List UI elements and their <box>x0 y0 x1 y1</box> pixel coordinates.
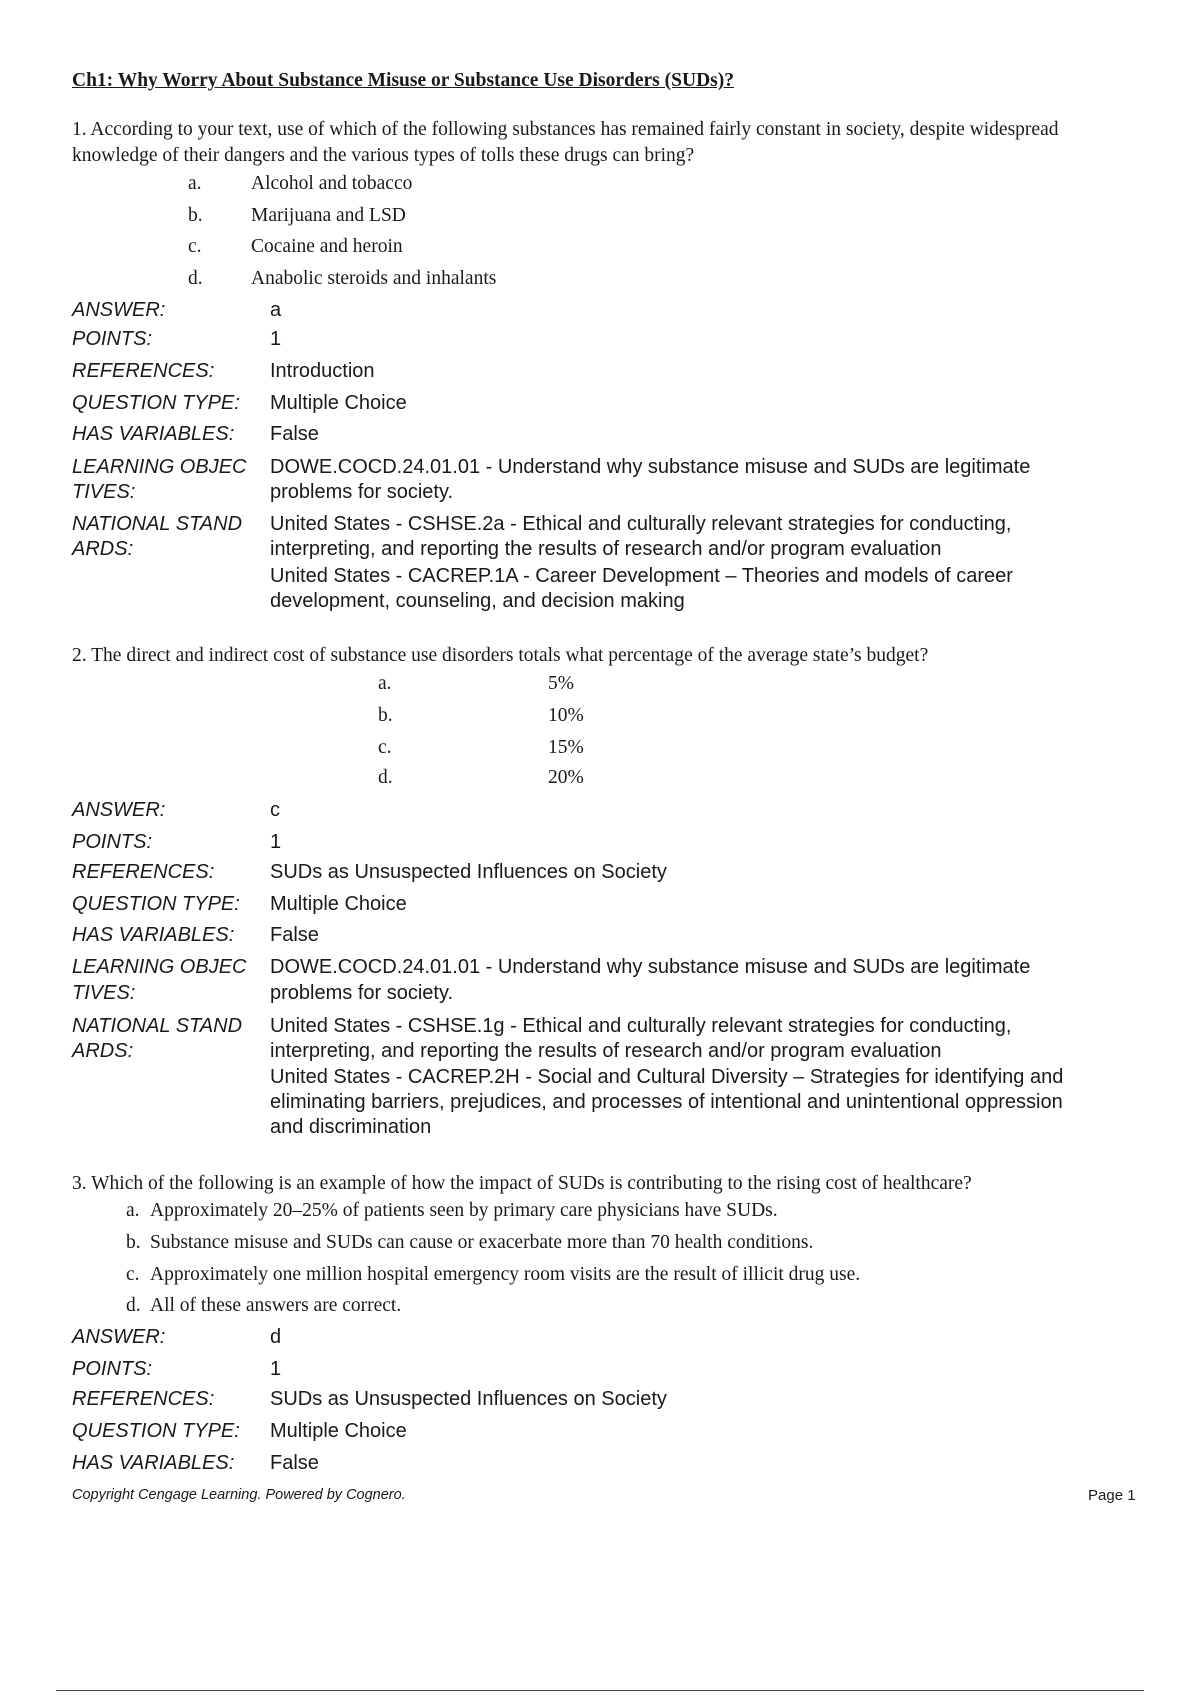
learning-objectives-label: LEARNING OBJEC <box>72 956 247 978</box>
page-number: Page 1 <box>1088 1487 1136 1504</box>
option-letter: a. <box>188 173 202 194</box>
question-type-label: QUESTION TYPE: <box>72 392 240 414</box>
option-text: Cocaine and heroin <box>251 236 403 257</box>
learning-objective-line: DOWE.COCD.24.01.01 - Understand why substance misuse and SUDs are legitimate <box>270 456 1031 478</box>
chapter-title: Ch1: Why Worry About Substance Misuse or Substance Use Disorders (SUDs)? <box>72 70 734 91</box>
answer-label: ANSWER: <box>72 799 166 821</box>
points-label: POINTS: <box>72 328 153 350</box>
learning-objectives-label: TIVES: <box>72 481 136 503</box>
option-text: Substance misuse and SUDs can cause or exacerbate more than 70 health conditions. <box>150 1232 814 1253</box>
has-variables-value: False <box>270 1452 319 1474</box>
option-text: 20% <box>548 767 584 788</box>
question-stem: 1. According to your text, use of which of the following substances has remained fairly constant in society, despite widespread knowledge of their dangers and the various types of tolls these drugs can bring? <box>72 119 1059 166</box>
national-standard-line: and discrimination <box>270 1116 432 1138</box>
has-variables-label: HAS VARIABLES: <box>72 1452 235 1474</box>
national-standards-label: NATIONAL STAND <box>72 513 243 535</box>
references-label: REFERENCES: <box>72 360 215 382</box>
points-value: 1 <box>270 328 282 350</box>
national-standard-line: development, counseling, and decision making <box>270 590 685 612</box>
option-text: All of these answers are correct. <box>150 1295 402 1316</box>
national-standards-label: ARDS: <box>72 1040 134 1062</box>
option-text: Approximately one million hospital emergency room visits are the result of illicit drug use. <box>150 1264 861 1285</box>
option-letter: b. <box>378 705 393 726</box>
option-text: Anabolic steroids and inhalants <box>251 268 497 289</box>
option-letter: c. <box>378 737 392 758</box>
option-text: Alcohol and tobacco <box>251 173 413 194</box>
national-standard-line: eliminating barriers, prejudices, and processes of intentional and unintentional oppression <box>270 1091 1063 1113</box>
page-bottom-divider <box>56 1690 1144 1691</box>
references-value: SUDs as Unsuspected Influences on Society <box>270 1388 667 1410</box>
has-variables-value: False <box>270 924 319 946</box>
has-variables-value: False <box>270 423 319 445</box>
option-text: 15% <box>548 737 584 758</box>
question-type-value: Multiple Choice <box>270 893 407 915</box>
question-type-label: QUESTION TYPE: <box>72 893 240 915</box>
answer-value: d <box>270 1326 282 1348</box>
option-letter: c. <box>126 1264 140 1285</box>
option-text: Approximately 20–25% of patients seen by primary care physicians have SUDs. <box>150 1200 778 1221</box>
national-standard-line: United States - CSHSE.2a - Ethical and culturally relevant strategies for conducting, <box>270 513 1012 535</box>
question-type-value: Multiple Choice <box>270 1420 407 1442</box>
points-value: 1 <box>270 831 282 853</box>
option-letter: d. <box>126 1295 141 1316</box>
has-variables-label: HAS VARIABLES: <box>72 924 235 946</box>
answer-label: ANSWER: <box>72 1326 166 1348</box>
copyright-notice: Copyright Cengage Learning. Powered by Cognero. <box>72 1487 406 1503</box>
national-standards-label: ARDS: <box>72 538 134 560</box>
references-value: Introduction <box>270 360 375 382</box>
answer-label: ANSWER: <box>72 299 166 321</box>
references-value: SUDs as Unsuspected Influences on Society <box>270 861 667 883</box>
references-label: REFERENCES: <box>72 1388 215 1410</box>
national-standard-line: interpreting, and reporting the results of research and/or program evaluation <box>270 1040 942 1062</box>
question-stem: 3. Which of the following is an example of how the impact of SUDs is contributing to the rising cost of healthcare? <box>72 1173 972 1194</box>
answer-value: a <box>270 299 282 321</box>
national-standard-line: United States - CACREP.1A - Career Development – Theories and models of career <box>270 565 1013 587</box>
learning-objective-line: problems for society. <box>270 982 454 1004</box>
national-standard-line: United States - CSHSE.1g - Ethical and culturally relevant strategies for conducting, <box>270 1015 1012 1037</box>
option-text: 10% <box>548 705 584 726</box>
option-text: Marijuana and LSD <box>251 205 406 226</box>
points-label: POINTS: <box>72 831 153 853</box>
option-letter: a. <box>126 1200 140 1221</box>
option-letter: d. <box>378 767 393 788</box>
question-stem: 2. The direct and indirect cost of substance use disorders totals what percentage of the average state’s budget? <box>72 645 929 666</box>
question-type-label: QUESTION TYPE: <box>72 1420 240 1442</box>
points-value: 1 <box>270 1358 282 1380</box>
option-letter: a. <box>378 673 392 694</box>
national-standards-label: NATIONAL STAND <box>72 1015 243 1037</box>
learning-objective-line: DOWE.COCD.24.01.01 - Understand why substance misuse and SUDs are legitimate <box>270 956 1031 978</box>
learning-objectives-label: TIVES: <box>72 982 136 1004</box>
option-letter: d. <box>188 268 203 289</box>
option-text: 5% <box>548 673 574 694</box>
answer-value: c <box>270 799 280 821</box>
learning-objective-line: problems for society. <box>270 481 454 503</box>
option-letter: b. <box>188 205 203 226</box>
national-standard-line: interpreting, and reporting the results of research and/or program evaluation <box>270 538 942 560</box>
learning-objectives-label: LEARNING OBJEC <box>72 456 247 478</box>
references-label: REFERENCES: <box>72 861 215 883</box>
points-label: POINTS: <box>72 1358 153 1380</box>
option-letter: b. <box>126 1232 141 1253</box>
question-type-value: Multiple Choice <box>270 392 407 414</box>
national-standard-line: United States - CACREP.2H - Social and Cultural Diversity – Strategies for identifying and <box>270 1066 1064 1088</box>
option-letter: c. <box>188 236 202 257</box>
has-variables-label: HAS VARIABLES: <box>72 423 235 445</box>
